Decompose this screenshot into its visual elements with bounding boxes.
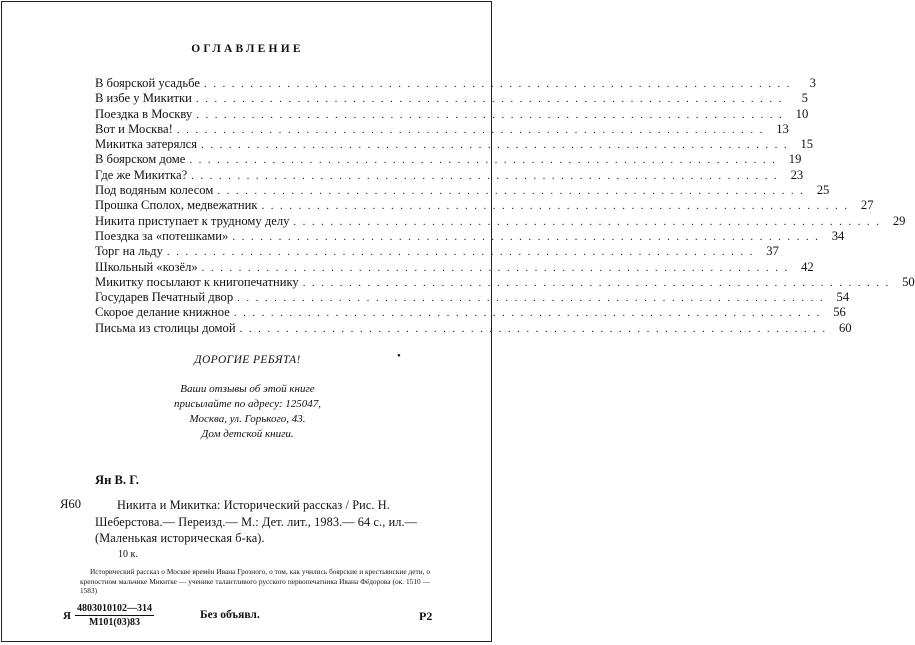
toc-entry-page: 13	[776, 121, 789, 136]
toc-leader: ................................................................	[237, 292, 830, 305]
toc-entry-title: Никита приступает к трудному делу	[95, 213, 290, 228]
toc-entry-title: Скорое делание книжное	[95, 305, 230, 320]
toc-entry-page: 42	[801, 259, 814, 274]
price-note: Без объявл.	[200, 609, 260, 621]
toc-entry	[95, 76, 816, 91]
toc-entry-title: В боярской усадьбе	[95, 76, 200, 90]
toc-entry-page: 25	[816, 183, 830, 198]
readers-note-heading: ДОРОГИЕ РЕБЯТА!	[194, 354, 301, 366]
toc-entry-title: Государев Печатный двор	[95, 290, 234, 305]
toc-entry-page: 50	[902, 274, 915, 289]
table-of-contents	[95, 76, 915, 336]
toc-entry-page: 19	[788, 152, 802, 167]
toc-entry-page: 10	[795, 106, 809, 121]
toc-entry	[95, 259, 814, 275]
toc-leader: ................................................................	[302, 276, 895, 289]
toc-leader: ................................................................	[166, 246, 759, 259]
toc-leader: ................................................................	[201, 261, 794, 274]
toc-entry-page: 37	[766, 244, 779, 259]
toc-entry	[95, 213, 906, 229]
toc-entry	[95, 228, 845, 244]
toc-entry-title: Микитка затерялся	[95, 137, 198, 152]
toc-title: ОГЛАВЛЕНИЕ	[191, 43, 304, 55]
readers-note-line: Ваши отзывы об этой книге	[180, 383, 315, 395]
toc-entry	[95, 167, 804, 183]
readers-note-line: Москва, ул. Горького, 43.	[189, 413, 306, 425]
readers-note	[120, 382, 375, 442]
toc-entry-title: Микитку посылают к книгопечатнику	[95, 274, 299, 289]
toc-entry	[95, 183, 830, 198]
toc-entry-page: 56	[833, 305, 846, 320]
toc-entry	[95, 305, 846, 320]
toc-entry-page: 27	[860, 198, 874, 213]
toc-entry-title: Поездка в Москву	[95, 106, 193, 121]
toc-entry	[95, 244, 779, 259]
toc-entry-title: Под водяным колесом	[95, 183, 214, 198]
readers-note-line: присылайте по адресу: 125047,	[173, 398, 322, 410]
toc-leader: ................................................................	[233, 307, 826, 320]
toc-entry	[95, 290, 850, 305]
toc-entry	[95, 106, 809, 122]
toc-entry	[95, 198, 874, 213]
toc-entry-title: В избе у Микитки	[95, 91, 192, 106]
toc-entry-title: Прошка Сполох, медвежатник	[95, 198, 258, 213]
toc-entry-page: 3	[809, 76, 816, 90]
readers-note-line: Дом детской книги.	[201, 428, 294, 440]
toc-entry	[95, 121, 789, 137]
toc-leader: ................................................................	[191, 169, 784, 182]
book-annotation: Исторический рассказ о Москве времён Ивана Грозного, о том, как учились боярские и крестьянские дети, о крепостном мальчике Микитке — ученике талантливого русского первопечатника Ивана Фёдорова (ок. 1510 — 1583)	[80, 567, 430, 595]
toc-leader: ................................................................	[196, 108, 789, 121]
catalog-author: Ян В. Г.	[95, 473, 139, 487]
toc-entry-page: 60	[838, 320, 852, 335]
catalog-group: Р2	[419, 609, 433, 623]
toc-leader: ................................................................	[293, 215, 886, 228]
toc-entry-page: 34	[831, 228, 845, 243]
toc-leader: ................................................................	[201, 139, 794, 152]
catalog-copies: 10 к.	[118, 549, 138, 560]
toc-leader: ................................................................	[189, 154, 782, 167]
toc-leader: ................................................................	[176, 123, 769, 136]
toc-entry-title: Торг на льду	[95, 244, 163, 259]
toc-leader: ................................................................	[203, 78, 796, 90]
toc-entry-title: Школьный «козёл»	[95, 259, 198, 274]
catalog-code-top: 4803010102—314	[77, 603, 152, 614]
catalog-code	[75, 602, 154, 629]
toc-entry-page: 23	[790, 167, 804, 182]
toc-entry-page: 5	[801, 91, 808, 106]
toc-entry	[95, 274, 915, 290]
toc-entry	[95, 152, 802, 167]
toc-entry-title: Где же Микитка?	[95, 167, 188, 182]
toc-entry-title: В боярском доме	[95, 152, 186, 167]
toc-leader: ................................................................	[195, 93, 788, 106]
catalog-number: Я60	[60, 497, 81, 511]
toc-entry-page: 29	[892, 213, 906, 228]
toc-entry	[95, 137, 814, 152]
bullet-mark: •	[397, 350, 401, 362]
toc-entry-page: 15	[800, 137, 814, 152]
toc-leader: ................................................................	[261, 200, 854, 213]
toc-entry-title: Вот и Москва!	[95, 121, 173, 136]
toc-entry-title: Письма из столицы домой	[95, 320, 236, 335]
toc-entry-title: Поездка за «потешками»	[95, 228, 229, 243]
toc-entry	[95, 320, 852, 336]
toc-leader: ................................................................	[217, 185, 810, 198]
toc-leader: ................................................................	[232, 230, 825, 243]
toc-entry-page: 54	[836, 290, 850, 305]
toc-entry	[95, 91, 808, 106]
bibliographic-description: Никита и Микитка: Исторический рассказ / Рис. Н. Шеберстова.— Переизд.— М.: Дет. лит., 1983.— 64 с., ил.— (Маленькая историческая б-ка).	[95, 498, 418, 545]
toc-leader: ................................................................	[239, 322, 832, 335]
catalog-code-bottom: М101(03)83	[88, 617, 141, 628]
code-prefix: Я	[63, 610, 71, 622]
